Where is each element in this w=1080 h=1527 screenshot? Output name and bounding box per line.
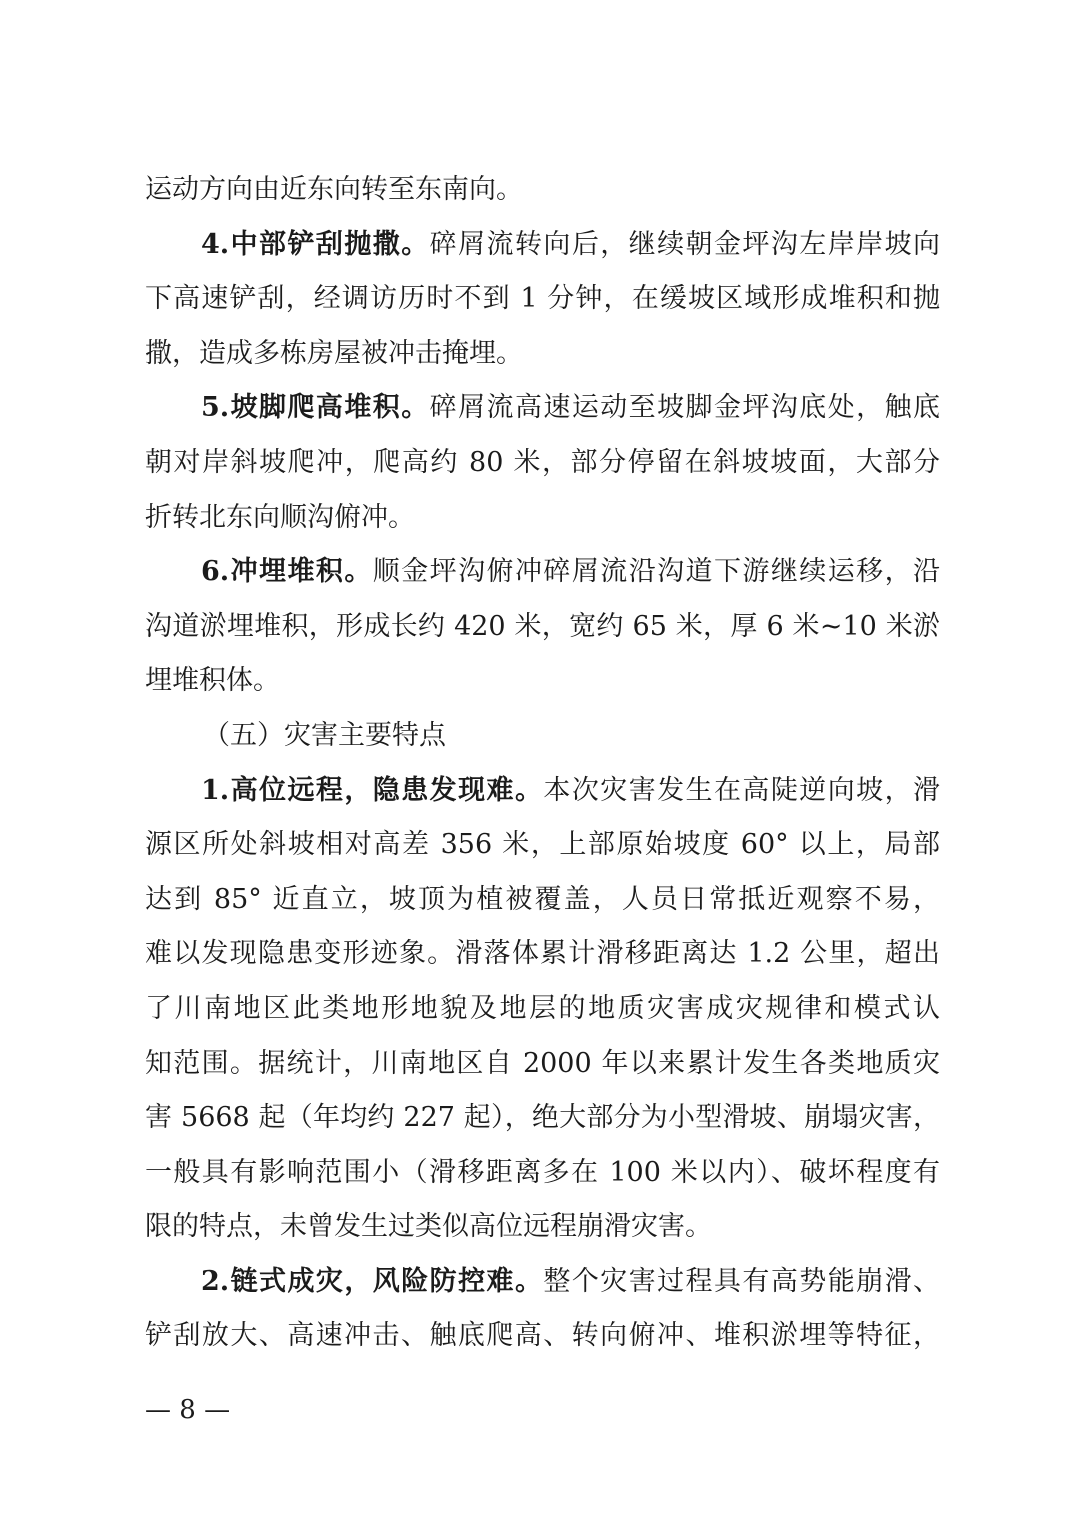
text-line: 害 5668 起（年均约 227 起），绝大部分为小型滑坡、崩塌灾害，	[145, 1102, 940, 1134]
text-line: 朝对岸斜坡爬冲，爬高约 80 米，部分停留在斜坡坡面，大部分	[145, 446, 940, 478]
text-line: 运动方向由近东向转至东南向。	[145, 174, 523, 205]
text-line: 一般具有影响范围小（滑移距离多在 100 米以内）、破坏程度有	[145, 1156, 940, 1188]
text-line	[145, 218, 940, 273]
text-line: 源区所处斜坡相对高差 356 米，上部原始坡度 60° 以上，局部	[145, 829, 940, 861]
text-line: 沟道淤埋堆积，形成长约 420 米，宽约 65 米，厚 6 米~10 米淤	[145, 610, 940, 642]
text-run: 整个灾害过程具有高势能崩滑、	[543, 1265, 940, 1297]
paragraph-lead: 6.冲埋堆积。	[201, 556, 373, 588]
page-number: — 8 —	[145, 1395, 231, 1425]
text-run: 碎屑流转向后，继续朝金坪沟左岸岸坡向	[429, 228, 940, 260]
paragraph-lead: 1.高位远程，隐患发现难。	[201, 774, 544, 806]
section-heading: （五）灾害主要特点	[203, 719, 446, 751]
text-line: 埋堆积体。	[145, 665, 280, 697]
text-line: 达到 85° 近直立，坡顶为植被覆盖，人员日常抵近观察不易，	[145, 883, 940, 915]
text-line: 铲刮放大、高速冲击、触底爬高、转向俯冲、堆积淤埋等特征，	[145, 1320, 940, 1352]
text-line: 限的特点，未曾发生过类似高位远程崩滑灾害。	[145, 1211, 712, 1243]
text-line: 下高速铲刮，经调访历时不到 1 分钟，在缓坡区域形成堆积和抛	[145, 283, 940, 315]
text-run: 本次灾害发生在高陡逆向坡，滑	[543, 774, 940, 806]
paragraph-lead: 4.中部铲刮抛撒。	[201, 228, 430, 260]
text-line	[145, 1255, 940, 1310]
text-line	[145, 381, 940, 436]
text-line	[145, 764, 940, 819]
text-run: 碎屑流高速运动至坡脚金坪沟底处，触底	[429, 392, 940, 424]
paragraph-lead: 5.坡脚爬高堆积。	[201, 392, 430, 424]
text-line: 撒，造成多栋房屋被冲击掩埋。	[145, 337, 523, 369]
text-line: 了川南地区此类地形地貌及地层的地质灾害成灾规律和模式认	[145, 992, 940, 1024]
text-line	[145, 545, 940, 600]
text-line: 折转北东向顺沟俯冲。	[145, 501, 415, 533]
paragraph-lead: 2.链式成灾，风险防控难。	[201, 1265, 544, 1297]
text-run: 顺金坪沟俯冲碎屑流沿沟道下游继续运移，沿	[372, 556, 940, 588]
text-line: 知范围。据统计，川南地区自 2000 年以来累计发生各类地质灾	[145, 1047, 940, 1079]
document-body	[145, 163, 940, 1364]
text-line: 难以发现隐患变形迹象。滑落体累计滑移距离达 1.2 公里，超出	[145, 938, 940, 970]
